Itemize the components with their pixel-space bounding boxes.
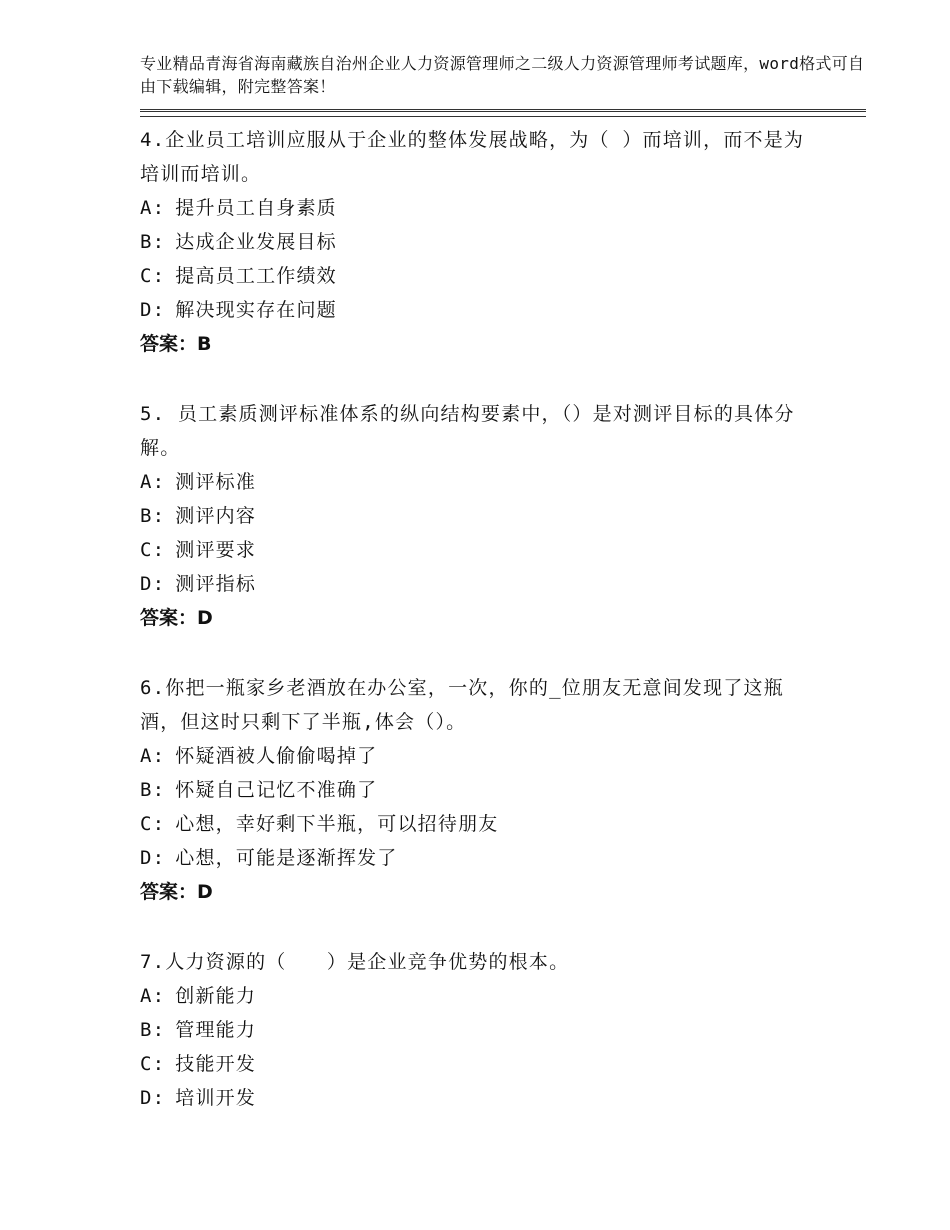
option-d <box>140 293 866 327</box>
option-b <box>140 773 866 807</box>
answer-line: 答案：D <box>140 881 213 903</box>
option-key: B: <box>140 1019 166 1041</box>
option-a <box>140 191 866 225</box>
option-key: C: <box>140 265 166 287</box>
question-stem: 7.人力资源的（ ）是企业竞争优势的根本。 <box>140 951 570 973</box>
option-text: 创新能力 <box>175 985 257 1007</box>
option-text: 提高员工工作绩效 <box>175 265 337 287</box>
option-text: 心想，幸好剩下半瓶，可以招待朋友 <box>175 813 499 835</box>
option-b <box>140 1013 866 1047</box>
answer-line: 答案：B <box>140 333 212 355</box>
option-key: D: <box>140 847 166 869</box>
option-text: 测评指标 <box>175 573 257 595</box>
option-text: 测评内容 <box>175 505 257 527</box>
option-key: A: <box>140 197 166 219</box>
answer-line: 答案：D <box>140 607 213 629</box>
option-c <box>140 259 866 293</box>
question-7 <box>140 945 866 1115</box>
option-c <box>140 533 866 567</box>
option-b <box>140 225 866 259</box>
option-text: 提升员工自身素质 <box>175 197 337 219</box>
option-key: D: <box>140 299 166 321</box>
option-text: 解决现实存在问题 <box>175 299 337 321</box>
option-text: 怀疑自己记忆不准确了 <box>175 779 378 801</box>
question-6 <box>140 671 866 909</box>
option-d <box>140 1081 866 1115</box>
question-stem: 6.你把一瓶家乡老酒放在办公室，一次，你的_位朋友无意间发现了这瓶酒，但这时只剩下了半瓶,体会（）。 <box>140 677 784 733</box>
option-key: A: <box>140 745 166 767</box>
option-key: C: <box>140 539 166 561</box>
option-key: C: <box>140 813 166 835</box>
option-text: 培训开发 <box>175 1087 257 1109</box>
option-key: C: <box>140 1053 166 1075</box>
question-stem: 4.企业员工培训应服从于企业的整体发展战略，为（ ）而培训，而不是为培训而培训。 <box>140 129 805 185</box>
option-text: 测评标准 <box>175 471 257 493</box>
question-4 <box>140 123 866 361</box>
question-5 <box>140 397 866 635</box>
option-text: 管理能力 <box>175 1019 257 1041</box>
option-key: A: <box>140 985 166 1007</box>
option-key: D: <box>140 1087 166 1109</box>
question-stem: 5. 员工素质测评标准体系的纵向结构要素中，（）是对测评目标的具体分解。 <box>140 403 795 459</box>
option-a <box>140 465 866 499</box>
option-text: 心想，可能是逐渐挥发了 <box>175 847 398 869</box>
option-c <box>140 1047 866 1081</box>
option-key: B: <box>140 231 166 253</box>
document-header: 专业精品青海省海南藏族自治州企业人力资源管理师之二级人力资源管理师考试题库，word格式可自由下载编辑，附完整答案！ <box>140 54 865 96</box>
option-key: A: <box>140 471 166 493</box>
option-d <box>140 567 866 601</box>
option-text: 技能开发 <box>175 1053 257 1075</box>
document-page <box>140 52 866 1115</box>
option-text: 测评要求 <box>175 539 257 561</box>
option-key: D: <box>140 573 166 595</box>
option-b <box>140 499 866 533</box>
option-a <box>140 979 866 1013</box>
option-key: B: <box>140 505 166 527</box>
option-text: 达成企业发展目标 <box>175 231 337 253</box>
option-a <box>140 739 866 773</box>
option-c <box>140 807 866 841</box>
header-rule <box>140 109 866 117</box>
option-text: 怀疑酒被人偷偷喝掉了 <box>175 745 378 767</box>
option-d <box>140 841 866 875</box>
option-key: B: <box>140 779 166 801</box>
